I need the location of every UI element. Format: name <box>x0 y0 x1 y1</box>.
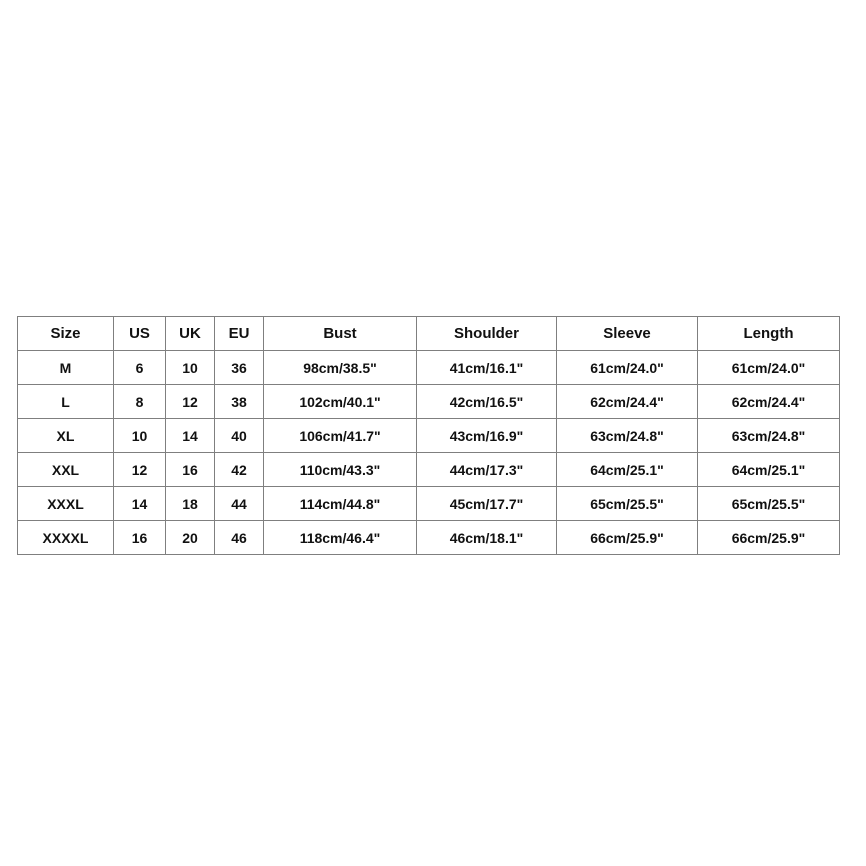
header-uk: UK <box>166 317 215 351</box>
cell-sleeve: 61cm/24.0" <box>557 351 698 385</box>
cell-uk: 20 <box>166 521 215 555</box>
cell-sleeve: 66cm/25.9" <box>557 521 698 555</box>
cell-uk: 18 <box>166 487 215 521</box>
cell-shoulder: 45cm/17.7" <box>417 487 557 521</box>
cell-length: 65cm/25.5" <box>698 487 840 521</box>
cell-bust: 114cm/44.8" <box>264 487 417 521</box>
cell-us: 10 <box>114 419 166 453</box>
cell-bust: 118cm/46.4" <box>264 521 417 555</box>
cell-uk: 12 <box>166 385 215 419</box>
cell-length: 62cm/24.4" <box>698 385 840 419</box>
cell-eu: 40 <box>215 419 264 453</box>
cell-sleeve: 65cm/25.5" <box>557 487 698 521</box>
table-row <box>18 385 840 419</box>
cell-us: 12 <box>114 453 166 487</box>
cell-shoulder: 43cm/16.9" <box>417 419 557 453</box>
header-eu: EU <box>215 317 264 351</box>
table-row <box>18 419 840 453</box>
header-us: US <box>114 317 166 351</box>
cell-shoulder: 41cm/16.1" <box>417 351 557 385</box>
cell-eu: 44 <box>215 487 264 521</box>
cell-sleeve: 62cm/24.4" <box>557 385 698 419</box>
cell-uk: 14 <box>166 419 215 453</box>
cell-bust: 102cm/40.1" <box>264 385 417 419</box>
cell-eu: 36 <box>215 351 264 385</box>
cell-sleeve: 63cm/24.8" <box>557 419 698 453</box>
cell-size: M <box>18 351 114 385</box>
cell-us: 8 <box>114 385 166 419</box>
cell-length: 61cm/24.0" <box>698 351 840 385</box>
cell-eu: 46 <box>215 521 264 555</box>
table-row <box>18 487 840 521</box>
table-row <box>18 351 840 385</box>
cell-uk: 16 <box>166 453 215 487</box>
cell-size: XL <box>18 419 114 453</box>
cell-us: 6 <box>114 351 166 385</box>
cell-us: 16 <box>114 521 166 555</box>
table-header-row <box>18 317 840 351</box>
size-chart-table <box>17 316 840 555</box>
cell-eu: 38 <box>215 385 264 419</box>
cell-bust: 110cm/43.3" <box>264 453 417 487</box>
header-size: Size <box>18 317 114 351</box>
cell-bust: 106cm/41.7" <box>264 419 417 453</box>
cell-eu: 42 <box>215 453 264 487</box>
cell-shoulder: 46cm/18.1" <box>417 521 557 555</box>
cell-uk: 10 <box>166 351 215 385</box>
cell-length: 64cm/25.1" <box>698 453 840 487</box>
header-bust: Bust <box>264 317 417 351</box>
cell-length: 66cm/25.9" <box>698 521 840 555</box>
cell-shoulder: 44cm/17.3" <box>417 453 557 487</box>
cell-sleeve: 64cm/25.1" <box>557 453 698 487</box>
header-length: Length <box>698 317 840 351</box>
cell-length: 63cm/24.8" <box>698 419 840 453</box>
header-sleeve: Sleeve <box>557 317 698 351</box>
cell-bust: 98cm/38.5" <box>264 351 417 385</box>
cell-size: L <box>18 385 114 419</box>
table-row <box>18 521 840 555</box>
cell-shoulder: 42cm/16.5" <box>417 385 557 419</box>
cell-size: XXL <box>18 453 114 487</box>
cell-size: XXXL <box>18 487 114 521</box>
cell-size: XXXXL <box>18 521 114 555</box>
table-row <box>18 453 840 487</box>
header-shoulder: Shoulder <box>417 317 557 351</box>
cell-us: 14 <box>114 487 166 521</box>
